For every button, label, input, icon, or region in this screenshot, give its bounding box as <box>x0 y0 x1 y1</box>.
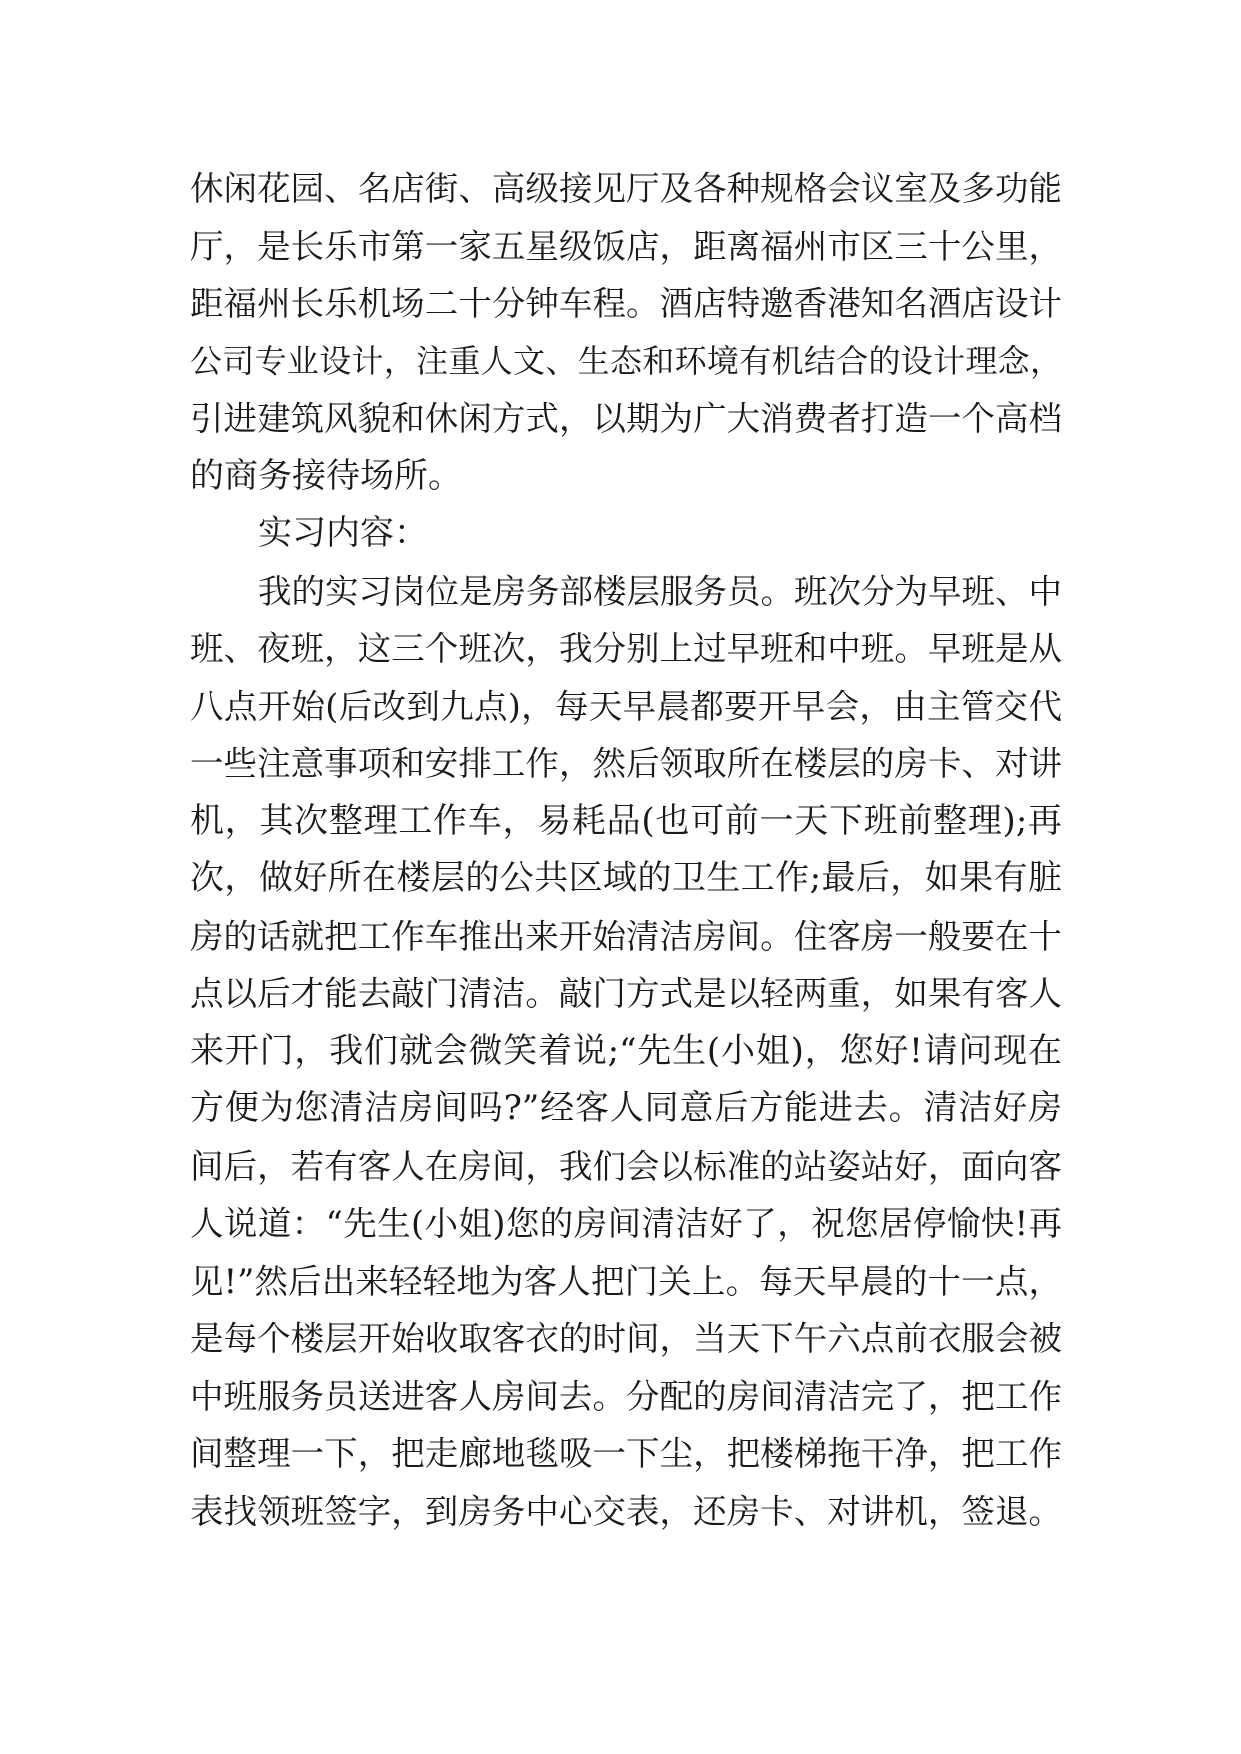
text-line: 见!”然后出来轻轻地为客人把门关上。每天早晨的十一点， <box>190 1261 1062 1301</box>
text-line: 中班服务员送进客人房间去。分配的房间清洁完了，把工作 <box>190 1376 1062 1416</box>
body-text <box>190 160 1062 1540</box>
text-line: 实习内容： <box>258 513 428 553</box>
text-line: 是每个楼层开始收取客衣的时间，当天下午六点前衣服会被 <box>190 1319 1062 1358</box>
text-line: 八点开始(后改到九点)，每天早晨都要开早会，由主管交代 <box>190 686 1062 726</box>
text-line: 机，其次整理工作车，易耗品(也可前一天下班前整理);再 <box>190 800 1062 841</box>
text-line: 间整理一下，把走廊地毯吸一下尘，把楼梯拖干净，把工作 <box>190 1434 1062 1473</box>
text-line: 方便为您清洁房间吗?”经客人同意后方能进去。清洁好房 <box>190 1088 1062 1128</box>
text-line: 公司专业设计，注重人文、生态和环境有机结合的设计理念， <box>190 341 1062 380</box>
text-line: 次，做好所在楼层的公共区域的卫生工作;最后，如果有脏 <box>190 858 1062 898</box>
text-line: 表找领班签字，到房务中心交表，还房卡、对讲机，签退。 <box>190 1491 1062 1531</box>
text-line: 我的实习岗位是房务部楼层服务员。班次分为早班、中 <box>258 571 1062 611</box>
text-line: 人说道：“先生(小姐)您的房间清洁好了，祝您居停愉快!再 <box>190 1204 1062 1243</box>
text-line: 房的话就把工作车推出来开始清洁房间。住客房一般要在十 <box>190 916 1062 956</box>
text-line: 的商务接待场所。 <box>190 455 462 496</box>
text-line: 班、夜班，这三个班次，我分别上过早班和中班。早班是从 <box>190 629 1062 668</box>
text-line: 引进建筑风貌和休闲方式，以期为广大消费者打造一个高档 <box>190 399 1062 438</box>
text-line: 厅，是长乐市第一家五星级饭店，距离福州市区三十公里， <box>190 226 1062 266</box>
text-line: 休闲花园、名店街、高级接见厅及各种规格会议室及多功能 <box>190 169 1062 208</box>
text-line: 来开门，我们就会微笑着说;“先生(小姐)，您好!请问现在 <box>190 1030 1062 1071</box>
text-line: 间后，若有客人在房间，我们会以标准的站姿站好，面向客 <box>190 1146 1062 1186</box>
text-line: 点以后才能去敲门清洁。敲门方式是以轻两重，如果有客人 <box>190 974 1062 1013</box>
text-line: 一些注意事项和安排工作，然后领取所在楼层的房卡、对讲 <box>190 744 1062 783</box>
text-line: 距福州长乐机场二十分钟车程。酒店特邀香港知名酒店设计 <box>190 284 1062 323</box>
